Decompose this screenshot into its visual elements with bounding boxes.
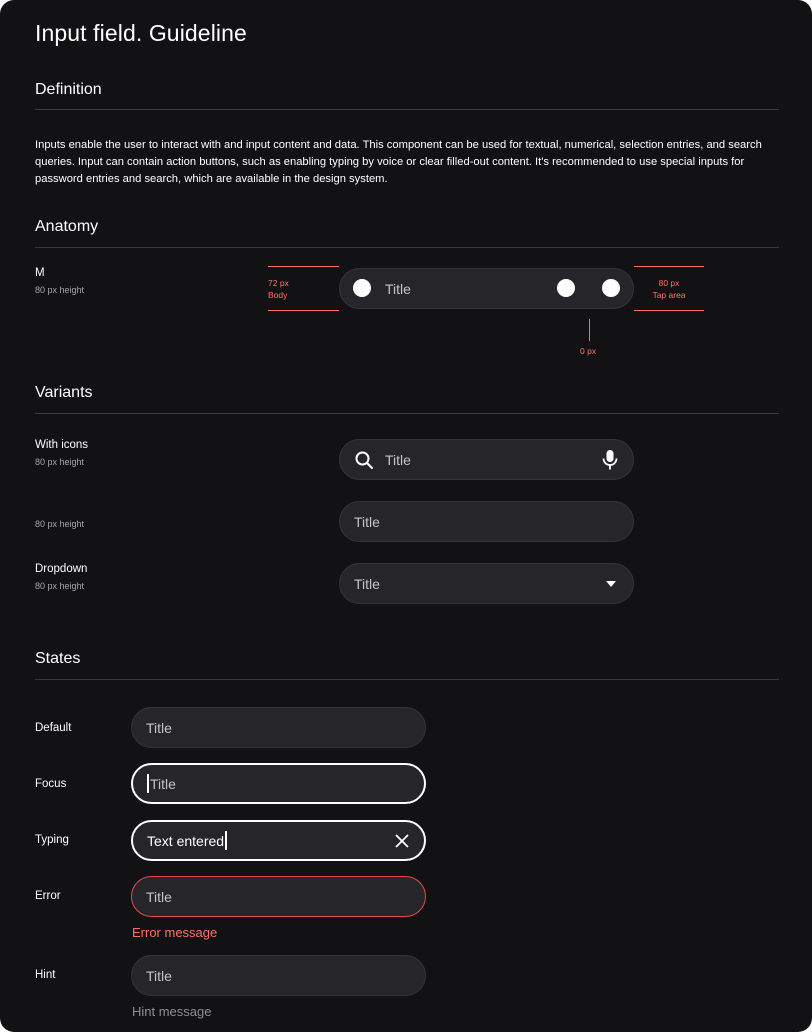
divider (35, 247, 779, 248)
section-title-variants: Variants (35, 384, 93, 401)
input-placeholder: Title (146, 719, 172, 736)
hint-message: Hint message (132, 1004, 212, 1019)
divider (35, 679, 779, 680)
page-title: Input field. Guideline (35, 20, 247, 46)
input-placeholder: Title (354, 575, 380, 592)
dropdown-input[interactable] (339, 563, 634, 604)
variant-height: 80 px height (35, 519, 85, 529)
tap-guide-top (634, 266, 704, 267)
variant-height: 80 px height (35, 457, 85, 467)
state-label-error: Error (35, 890, 61, 902)
input-placeholder: Title (146, 888, 172, 905)
error-message: Error message (132, 925, 218, 940)
gap-guide (589, 319, 590, 341)
section-title-anatomy: Anatomy (35, 218, 99, 235)
divider (35, 109, 779, 110)
tap-size-value: 80 px (658, 278, 680, 288)
trailing-slot-icon (557, 279, 575, 297)
body-guide-bottom (268, 310, 339, 311)
text-cursor (147, 774, 149, 793)
definition-text: Inputs enable the user to interact with and input content and data. This component can be used for textual, numerical, selection entries, and search queries. Input can contain action buttons, such as enabling typing by voice or clear filled-out content. It's recommended to use special inputs for password entries and search, which are available in the design system. (35, 139, 762, 185)
body-guide-top (268, 266, 339, 267)
body-annotation (268, 277, 289, 301)
anatomy-height-label: 80 px height (35, 285, 85, 295)
input-placeholder: Title (354, 513, 380, 530)
variant-label: With icons (35, 439, 89, 451)
gap-annotation: 0 px (580, 346, 597, 356)
tap-annotation (634, 277, 704, 301)
anatomy-size-label: M (35, 267, 45, 279)
anatomy-field-title: Title (385, 280, 411, 297)
leading-slot-icon (353, 279, 371, 297)
section-title-definition: Definition (35, 81, 102, 98)
body-size-value: 72 px (268, 278, 289, 288)
search-icon (354, 450, 374, 470)
tap-size-label: Tap area (652, 290, 686, 300)
input-value: Text entered (147, 832, 225, 849)
state-label-default: Default (35, 722, 72, 734)
close-icon[interactable] (395, 834, 409, 848)
body-size-label: Body (268, 290, 288, 300)
divider (35, 413, 779, 414)
focus-input[interactable] (131, 763, 426, 804)
search-input[interactable] (339, 439, 634, 480)
section-title-states: States (35, 650, 81, 667)
state-label-typing: Typing (35, 834, 69, 846)
state-label-hint: Hint (35, 969, 56, 981)
state-label-focus: Focus (35, 778, 67, 790)
caret-down-icon (605, 580, 617, 588)
default-input[interactable] (131, 707, 426, 748)
typing-input[interactable] (131, 820, 426, 861)
text-cursor (225, 831, 227, 850)
variant-height: 80 px height (35, 581, 85, 591)
text-input[interactable] (339, 501, 634, 542)
error-input[interactable] (131, 876, 426, 917)
input-placeholder: Title (146, 967, 172, 984)
trailing-slot-icon (602, 279, 620, 297)
anatomy-input-field[interactable] (339, 268, 634, 309)
microphone-icon[interactable] (601, 449, 619, 471)
tap-guide-bottom (634, 310, 704, 311)
variant-label: Dropdown (35, 563, 88, 575)
hint-input[interactable] (131, 955, 426, 996)
input-placeholder: Title (150, 775, 176, 792)
input-placeholder: Title (385, 451, 411, 468)
